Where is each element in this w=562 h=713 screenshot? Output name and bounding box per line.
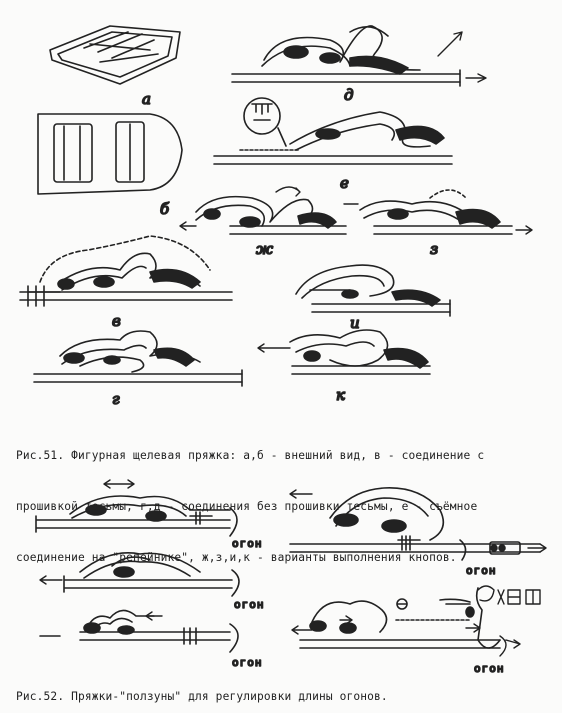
label-d: д (344, 86, 354, 104)
caption-51-line-1: Рис.51. Фигурная щелевая пряжка: а,б - внешний вид, в - соединение с (16, 449, 485, 462)
caption-51-line-2: прошивкой тесьмы, г,д - соединения без прошивки тесьмы, е - съёмное (16, 500, 478, 513)
ogon-label-5: огон (474, 662, 505, 675)
label-a: а (142, 90, 151, 108)
buckle-joint-e-velcro-drawing (214, 98, 452, 164)
label-g: г (112, 390, 120, 408)
caption-51-line-3: соединение на "репейнике", ж,з,и,к - варианты выполнения кнопов. (16, 551, 457, 564)
label-e: е (340, 174, 349, 192)
label-zh: ж (256, 240, 274, 258)
label-i: и (350, 314, 360, 332)
ogon-label-2: огон (466, 564, 497, 577)
ogon-label-3: огон (234, 598, 265, 611)
slider-buckle-5-drawing (292, 588, 520, 656)
ogon-label-4: огон (232, 656, 263, 669)
label-z: з (430, 240, 439, 258)
buckle-joint-g-drawing (34, 331, 242, 386)
figure-52-caption: Рис.52. Пряжки-"ползуны" для регулировки длины огонов. (16, 690, 388, 703)
buckle-knob-k-drawing (258, 330, 430, 374)
label-b: б (160, 200, 170, 218)
figure-51-caption (16, 413, 484, 583)
buckle-perspective-drawing (50, 26, 180, 84)
buckle-knob-i-drawing (296, 265, 450, 316)
slider-buckle-4-drawing (40, 610, 238, 652)
buckle-joint-v-stitched-drawing (20, 236, 232, 306)
label-v: в (112, 312, 121, 330)
variant-symbols (478, 586, 540, 604)
label-k: к (336, 386, 345, 404)
ogon-label-1: огон (232, 537, 263, 550)
buckle-knob-zh-drawing (180, 187, 346, 234)
buckle-front-drawing (38, 114, 182, 194)
buckle-knob-z-drawing (344, 190, 532, 234)
buckle-joint-d-drawing (232, 26, 486, 86)
